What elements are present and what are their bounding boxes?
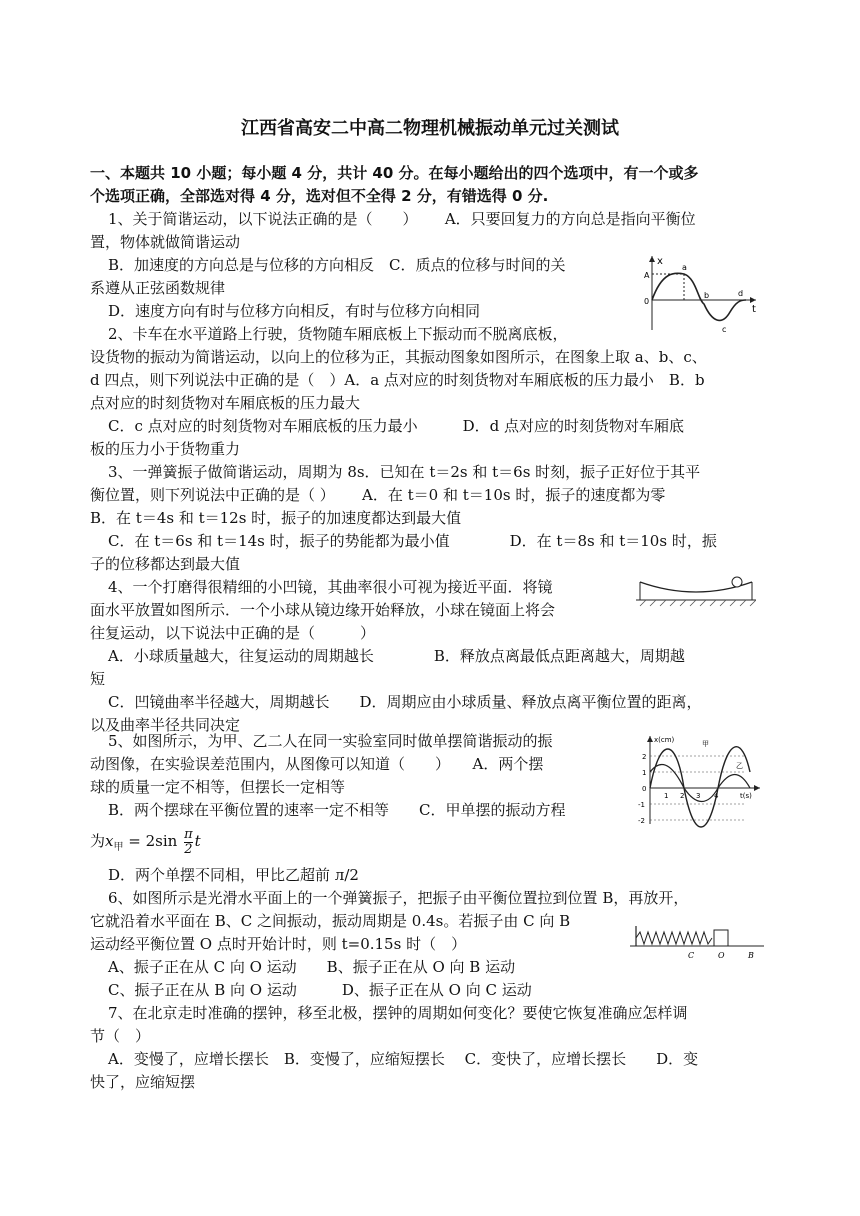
fig6-label-b: B (748, 951, 754, 960)
fig1-point-c: c (722, 325, 727, 334)
fig5-yi: 乙 (736, 762, 743, 770)
fig5-t1: 1 (664, 792, 669, 800)
q2-line-3: d 四点，则下列说法中正确的是（ ）A．a 点对应的时刻货物对车厢底板的压力最小 B．b (90, 371, 705, 389)
q3-line-2: 衡位置，则下列说法中正确的是（ ） A．在 t＝0 和 t＝10s 时，振子的速度都为零 (90, 486, 666, 504)
q2-line-5: C．c 点对应的时刻货物对车厢底板的压力最小 D．d 点对应的时刻货物对车厢底 (108, 417, 685, 435)
fig5-t4: 4 (714, 792, 719, 800)
fig1-axis-x: x (657, 256, 663, 267)
q3-line-4: C．在 t＝6s 和 t＝14s 时，振子的势能都为最小值 D．在 t＝8s 和 t＝10s 时，振 (108, 532, 717, 550)
fig1-point-d: d (738, 289, 744, 298)
fig5-jia: 甲 (702, 740, 709, 748)
vibration-graph-figure (642, 252, 760, 334)
q5-eq-x: x (105, 832, 114, 850)
q7-line-4: 快了，应缩短摆 (90, 1073, 196, 1091)
q5-line-3: 球的质量一定不相等，但摆长一定相等 (90, 778, 346, 796)
fig1-point-a: a (682, 263, 687, 272)
q5-equation-line (90, 824, 201, 865)
q2-line-6: 板的压力小于货物重力 (90, 440, 241, 458)
section-heading-2: 个选项正确，全部选对得 4 分，选对但不全得 2 分，有错选得 0 分. (90, 187, 549, 205)
fig5-y2: 2 (642, 753, 647, 761)
concave-mirror-figure (636, 572, 756, 612)
q5-eq-body: = 2sin (128, 832, 178, 850)
q7-line-3: A．变慢了，应增长摆长 B．变慢了，应缩短摆长 C．变快了，应增长摆长 D．变 (108, 1050, 699, 1068)
q1-line-1: 1、关于简谐运动，以下说法正确的是（ ） A．只要回复力的方向总是指向平衡位 (108, 210, 696, 228)
page-title: 江西省高安二中高二物理机械振动单元过关测试 (241, 118, 619, 139)
q4-line-7: 以及曲率半径共同决定 (90, 716, 241, 734)
spring-oscillator-figure (630, 920, 764, 960)
q4-line-6: C．凹镜曲率半径越大，周期越长 D．周期应由小球质量、释放点离平衡位置的距离， (108, 693, 702, 711)
q5-line-2: 动图像，在实验误差范围内，从图像可以知道（ ） A．两个摆 (90, 755, 544, 773)
fig1-point-b: b (704, 291, 710, 300)
fig6-label-c: C (688, 951, 695, 960)
fig1-amp: A (644, 271, 650, 280)
q7-line-1: 7、在北京走时准确的摆钟，移至北极，摆钟的周期如何变化？要使它恢复准确应怎样调 (108, 1004, 688, 1022)
section-heading-1: 一、本题共 10 小题；每小题 4 分，共计 40 分。在每小题给出的四个选项中，有一个或多 (90, 164, 699, 182)
q5-eq-num: π (184, 826, 193, 842)
fig1-axis-t: t (752, 304, 756, 315)
q2-line-2: 设货物的振动为简谐运动，以向上的位移为正，其振动图象如图所示，在图象上取 a、b、c、 (90, 348, 707, 366)
q1-line-2: 置，物体就做简谐运动 (90, 233, 241, 251)
fig5-ylabel: x(cm) (654, 736, 675, 744)
q5-line-4: B．两个摆球在平衡位置的速率一定不相等 C．甲单摆的振动方程 (108, 801, 566, 819)
q4-line-4: A．小球质量越大，往复运动的周期越长 B．释放点离最低点距离越大，周期越 (108, 647, 685, 665)
q6-line-5: C、振子正在从 B 向 O 运动 D、振子正在从 O 向 C 运动 (108, 981, 532, 999)
q1-line-5: D．速度方向有时与位移方向相反，有时与位移方向相同 (108, 302, 481, 320)
fig5-ym1: -1 (638, 801, 645, 809)
fig6-label-o: O (718, 951, 725, 960)
q4-line-5: 短 (90, 670, 106, 688)
q6-line-3: 运动经平衡位置 O 点时开始计时，则 t=0.15s 时（ ） (90, 935, 467, 953)
q5-line-6: D．两个单摆不同相，甲比乙超前 л/2 (108, 866, 359, 884)
q4-line-3: 往复运动，以下说法中正确的是（ ） (90, 624, 376, 642)
q1-line-4: 系遵从正弦函数规律 (90, 279, 226, 297)
q4-line-2: 面水平放置如图所示．一个小球从镜边缘开始释放，小球在镜面上将会 (90, 601, 556, 619)
fig5-ym2: -2 (638, 817, 645, 825)
q5-eq-sub: 甲 (113, 842, 124, 853)
fig1-origin: 0 (644, 297, 650, 306)
q2-line-1: 2、卡车在水平道路上行驶，货物随车厢底板上下振动而不脱离底板， (108, 325, 568, 343)
q5-line-1: 5、如图所示，为甲、乙二人在同一实验室同时做单摆简谐振动的振 (108, 732, 553, 750)
q3-line-1: 3、一弹簧振子做简谐运动，周期为 8s．已知在 t＝2s 和 t＝6s 时刻，振子正好位于其平 (108, 463, 701, 481)
fig5-y0: 0 (642, 785, 647, 793)
q3-line-3: B．在 t＝4s 和 t＝12s 时，振子的加速度都达到最大值 (90, 509, 462, 527)
q6-line-1: 6、如图所示是光滑水平面上的一个弹簧振子，把振子由平衡位置拉到位置 B，再放开， (108, 889, 689, 907)
q5-eq-fraction (184, 828, 193, 857)
q5-eq-t: t (194, 832, 201, 850)
q7-line-2: 节（ ） (90, 1027, 151, 1045)
q4-line-1: 4、一个打磨得很精细的小凹镜，其曲率很小可视为接近平面．将镜 (108, 578, 553, 596)
pendulum-graph-figure (636, 732, 764, 828)
q1-line-3: B．加速度的方向总是与位移的方向相反 C．质点的位移与时间的关 (108, 256, 566, 274)
q3-line-5: 子的位移都达到最大值 (90, 555, 241, 573)
fig5-xlabel: t(s) (740, 792, 752, 800)
q6-line-2: 它就沿着水平面在 B、C 之间振动，振动周期是 0.4s。若振子由 C 向 B (90, 912, 571, 930)
q5-eq-prefix: 为 (90, 832, 106, 850)
fig5-y1: 1 (642, 769, 647, 777)
q6-line-4: A、振子正在从 C 向 O 运动 B、振子正在从 O 向 B 运动 (108, 958, 516, 976)
q5-eq-den: 2 (184, 841, 193, 857)
q2-line-4: 点对应的时刻货物对车厢底板的压力最大 (90, 394, 361, 412)
fig5-t2: 2 (680, 792, 685, 800)
fig5-t3: 3 (696, 792, 701, 800)
